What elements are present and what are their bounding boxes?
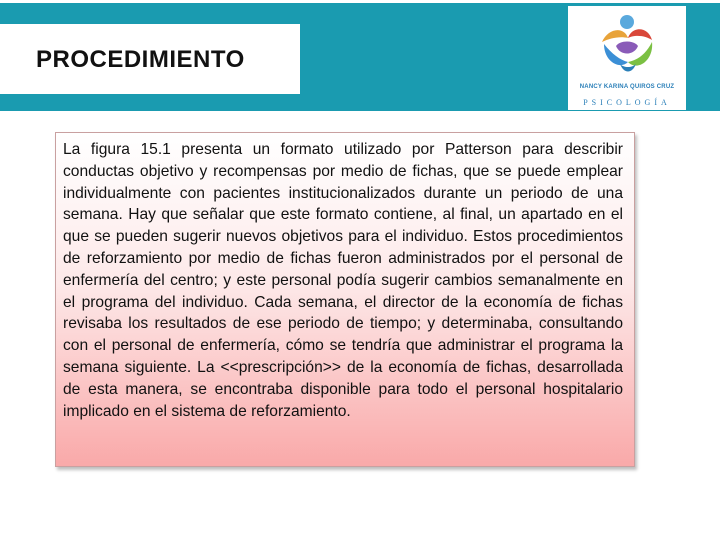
content-box — [55, 132, 635, 467]
body-paragraph: La figura 15.1 presenta un formato utilizado por Patterson para describir conductas objetivo y recompensas por medio de fichas, que se puede emplear individualmente con pacientes institucionalizados durante un periodo de una semana. Hay que señalar que este formato contiene, al final, un apartado en el que se pueden sugerir nuevos objetivos para el individuo. Estos procedimientos de reforzamiento por medio de fichas fueron administrados por el personal de enfermería del centro; y este personal podía sugerir cambios semanalmente en el programa del individuo. Cada semana, el director de la economía de fichas revisaba los resultados de ese periodo de tiempo; y determinaba, consultando con el personal de enfermería, cómo se tendría que administrar el programa la semana siguiente. La <<prescripción>> de la economía de fichas, desarrollada de esta manera, se encontraba disponible para todo el personal hospitalario implicado en el sistema de reforzamiento. — [63, 141, 623, 420]
slide-title: PROCEDIMIENTO — [36, 46, 245, 73]
logo-name: NANCY KARINA QUIROS CRUZ — [579, 84, 675, 90]
logo-subtitle: PSICOLOGÍA — [583, 98, 671, 107]
psychology-logo-icon — [594, 12, 660, 82]
logo — [568, 6, 686, 110]
